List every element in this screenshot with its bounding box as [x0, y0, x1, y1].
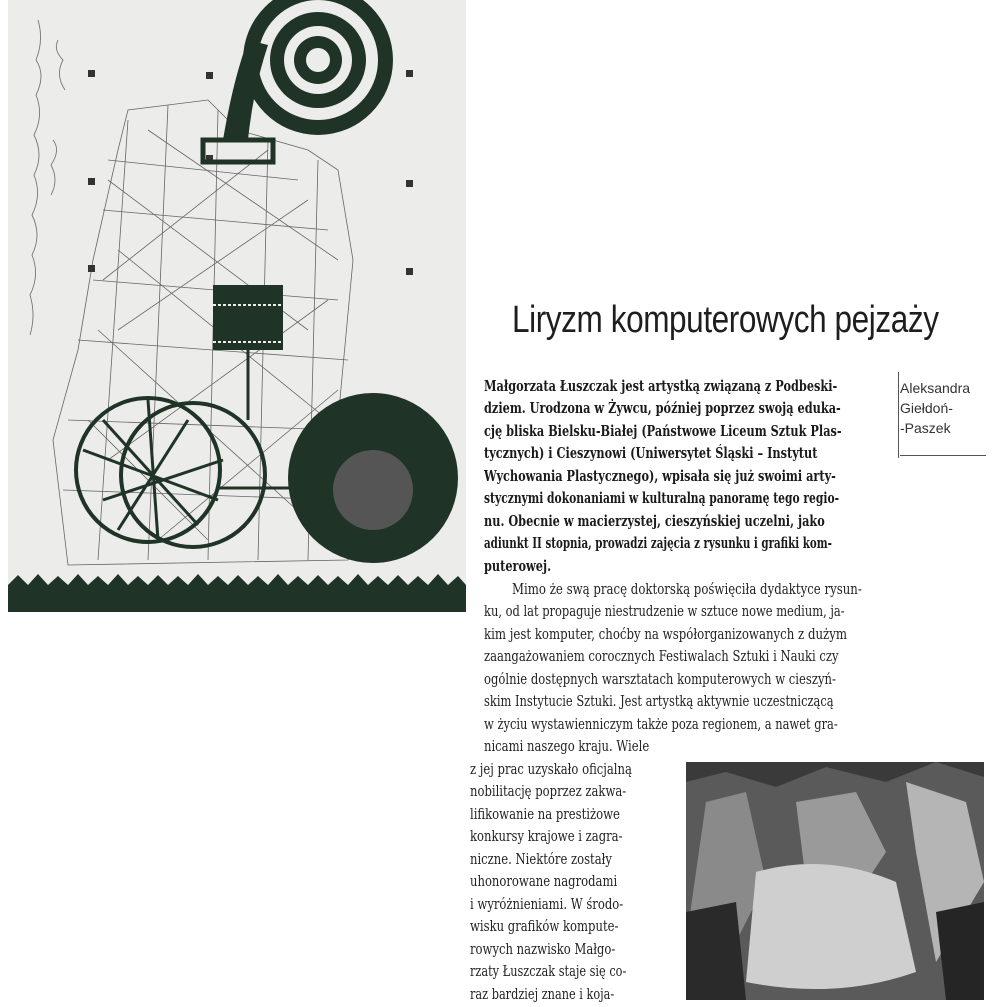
body-line: zaangażowaniem corocznych Festiwalach Sztuki i Nauki czy [484, 649, 839, 665]
body-line: niczne. Niektóre zostały [470, 852, 612, 868]
artwork-photo [686, 762, 984, 1000]
artwork-illustration [8, 0, 466, 612]
article-title: Liryzm komputerowych pejzaży [512, 299, 939, 341]
lead-line: stycznymi dokonaniami w kulturalną panoramę tego regio- [484, 490, 840, 507]
lead-line: dziem. Urodzona w Żywcu, później poprzez swoją eduka- [484, 400, 841, 417]
body-line: lifikowanie na prestiżowe [470, 807, 620, 823]
handwritten-signature [30, 20, 65, 335]
lead-line: nu. Obecnie w macierzystej, cieszyńskiej uczelni, jako [484, 513, 825, 530]
body-line: z jej prac uzyskało oficjalną [470, 762, 632, 778]
body-line: konkursy krajowe i zagra- [470, 829, 623, 845]
body-line: ogólnie dostępnych warsztatach komputerowych w cieszyń- [484, 672, 836, 688]
author-line: Aleksandra [900, 380, 971, 396]
body-line: uhonorowane nagrodami [470, 874, 618, 890]
lead-line: Wychowania Plastycznego), wpisała się już swoimi arty- [484, 468, 836, 485]
body-line: raz bardziej znane i koja- [470, 987, 615, 1003]
spiral-shape [203, 0, 393, 162]
author-rule [900, 455, 986, 456]
author-divider [898, 372, 899, 458]
lead-line: Małgorzata Łuszczak jest artystką związaną z Podbeski- [484, 378, 838, 395]
dark-wheel [218, 393, 458, 563]
body-line: ku, od lat propaguje niestrudzenie w sztuce nowe medium, ja- [484, 604, 845, 620]
body-line: wisku grafików kompute- [470, 919, 619, 935]
ground-strip [8, 585, 466, 612]
lead-line: puterowej. [484, 558, 552, 575]
body-line: rowych nazwisko Małgo- [470, 942, 616, 958]
body-line: i wyróżnieniami. W środo- [470, 897, 624, 913]
body-line: nicami naszego kraju. Wiele [484, 739, 650, 755]
body-line: Mimo że swą pracę doktorską poświęciła dydaktyce rysun- [512, 582, 862, 598]
body-line: rzaty Łuszczak staje się co- [470, 964, 627, 980]
author-line: -Paszek [900, 420, 951, 436]
cube-shape [213, 285, 283, 420]
body-line: nobilitację poprzez zakwa- [470, 784, 627, 800]
body-line: w życiu wystawienniczym także poza regionem, a nawet gra- [484, 717, 838, 733]
author-byline [900, 378, 988, 438]
body-line: kim jest komputer, choćby na współorganizowanych z dużym [484, 627, 848, 643]
lead-line: tycznych) i Cieszynowi (Uniwersytet Śląski – Instytut [484, 445, 818, 462]
lead-line: adiunkt II stopnia, prowadzi zajęcia z rysunku i grafiki kom- [484, 535, 832, 552]
body-line: skim Instytucie Sztuki. Jest artystką aktywnie uczestniczącą [484, 694, 834, 710]
lead-line: cję bliska Bielsku-Białej (Państwowe Liceum Sztuk Plas- [484, 423, 842, 440]
author-line: Giełdoń- [900, 400, 953, 416]
